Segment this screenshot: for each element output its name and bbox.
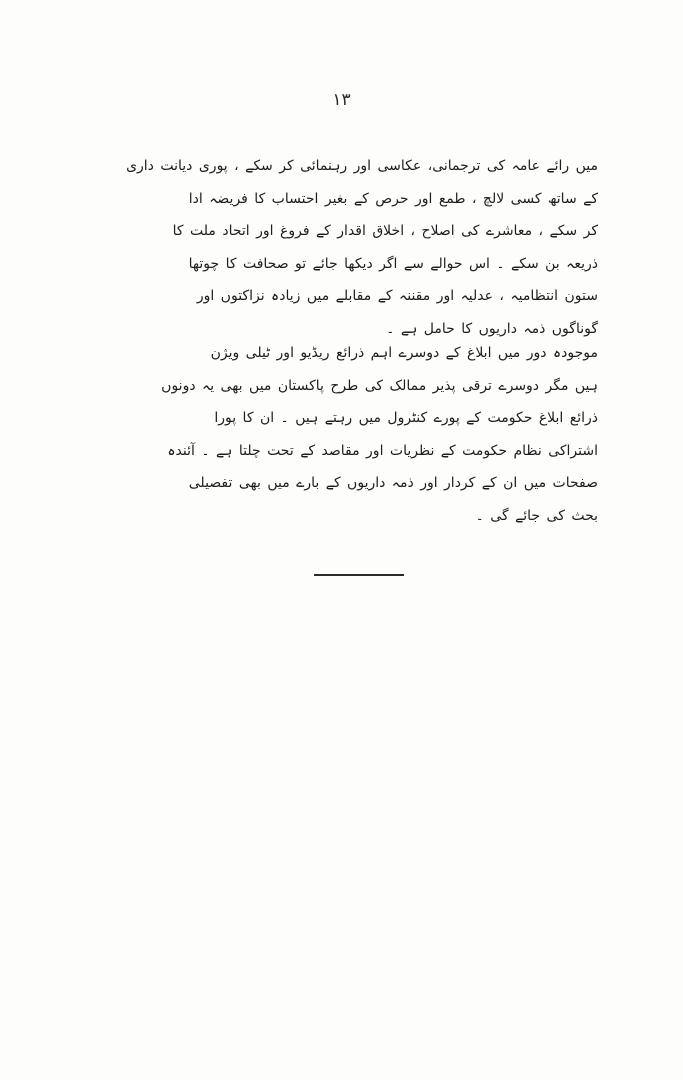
paragraph-2 (86, 337, 598, 532)
paragraph-line: میں رائے عامہ کی ترجمانی، عکاسی اور رہنمائی کر سکے ، پوری دیانت داری (126, 158, 598, 174)
paragraph-line: ہیں مگر دوسرے ترقی پذیر ممالک کی طرح پاکستان میں بھی یہ دونوں (161, 377, 598, 394)
page-number: ۱۳ (332, 90, 351, 110)
paragraph-line: گوناگوں ذمہ داریوں کا حامل ہے ۔ (386, 320, 598, 337)
paragraph-line: کے ساتھ کسی لالچ ، طمع اور حرص کے بغیر احتساب کا فریضہ ادا (188, 190, 598, 207)
paragraph-line: ذرائع ابلاغ حکومت کے پورے کنٹرول میں رہتے ہیں ۔ ان کا پورا (214, 410, 598, 426)
paragraph-line: موجودہ دور میں ابلاغ کے دوسرے اہم ذرائع ریڈیو اور ٹیلی ویژن (210, 345, 598, 361)
paragraph-line: کر سکے ، معاشرے کی اصلاح ، اخلاق اقدار کے فروغ اور اتحاد ملت کا (172, 223, 598, 239)
paragraph-line: بحث کی جائے گی ۔ (475, 507, 598, 524)
paragraph-line: صفحات میں ان کے کردار اور ذمہ داریوں کے بارے میں بھی تفصیلی (188, 475, 598, 491)
paragraph-line: ذریعہ بن سکے ۔ اس حوالے سے اگر دیکھا جائے تو صحافت کا چوتھا (188, 255, 598, 272)
paragraph-line: ستون انتظامیہ ، عدلیہ اور مقننہ کے مقابلے میں زیادہ نزاکتوں اور (196, 288, 598, 304)
paragraph-line: اشتراکی نظام حکومت کے نظریات اور مقاصد کے تحت چلتا ہے ۔ آئندہ (167, 442, 598, 459)
paragraph-1 (86, 150, 598, 345)
section-end-divider (314, 574, 404, 576)
